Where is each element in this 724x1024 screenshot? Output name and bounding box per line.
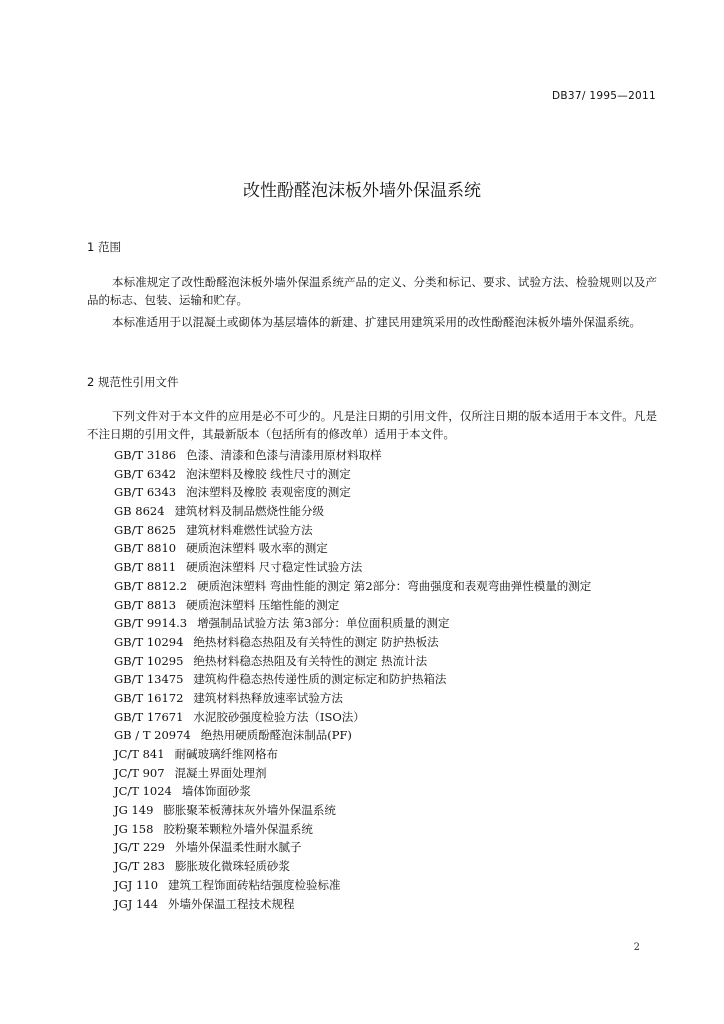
standard-number: DB37/ 1995—2011: [552, 90, 656, 102]
reference-code: GB/T 6343: [114, 485, 177, 500]
reference-code: GB/T 10295: [114, 653, 184, 668]
reference-code: GB/T 13475: [114, 672, 184, 687]
reference-item: [114, 745, 591, 764]
reference-title: 建筑构件稳态热传递性质的测定标定和防护热箱法: [193, 672, 447, 687]
reference-code: JG/T 229: [114, 840, 165, 855]
reference-item: [114, 782, 591, 801]
reference-code: GB/T 8813: [114, 597, 177, 612]
page-number: 2: [633, 942, 640, 953]
reference-title: 胶粉聚苯颗粒外墙外保温系统: [163, 821, 313, 836]
reference-title: 硬质泡沫塑料 弯曲性能的测定 第2部分：弯曲强度和表观弯曲弹性模量的测定: [197, 578, 592, 593]
reference-title: 墙体饰面砂浆: [181, 784, 251, 799]
reference-title: 膨胀聚苯板薄抹灰外墙外保温系统: [163, 803, 336, 818]
reference-item: [114, 652, 591, 671]
reference-item: [114, 726, 591, 745]
reference-code: GB/T 16172: [114, 690, 184, 705]
reference-title: 增强制品试验方法 第3部分：单位面积质量的测定: [197, 616, 450, 631]
reference-code: GB/T 17671: [114, 709, 184, 724]
reference-code: GB/T 3186: [114, 448, 177, 462]
document-title: 改性酚醛泡沫板外墙外保温系统: [243, 181, 481, 201]
reference-title: 硬质泡沫塑料 压缩性能的测定: [186, 597, 340, 612]
reference-code: GB/T 10294: [114, 634, 184, 649]
reference-code: GB/T 9914.3: [114, 616, 188, 631]
reference-code: GB / T 20974: [114, 728, 191, 743]
reference-title: 绝热材料稳态热阻及有关特性的测定 防护热板法: [193, 634, 439, 649]
reference-code: GB/T 8625: [114, 522, 177, 537]
reference-code: JGJ 110: [114, 877, 159, 892]
reference-item: [114, 596, 591, 615]
section-heading-normative-references: 2 规范性引用文件: [87, 375, 179, 389]
reference-title: 绝热用硬质酚醛泡沫制品(PF): [200, 728, 352, 743]
reference-title: 色漆、清漆和色漆与清漆用原材料取样: [186, 448, 382, 462]
reference-code: JGJ 144: [114, 896, 159, 911]
reference-title: 建筑材料及制品燃烧性能分级: [174, 504, 325, 519]
reference-code: GB/T 8812.2: [114, 578, 188, 593]
reference-item: [114, 857, 591, 876]
reference-item: [114, 708, 591, 727]
reference-item: [114, 521, 591, 540]
reference-code: JC/T 907: [114, 765, 165, 780]
reference-item: [114, 577, 591, 596]
reference-title: 耐碱玻璃纤维网格布: [174, 747, 279, 761]
reference-item: [114, 633, 591, 652]
reference-code: JC/T 1024: [114, 784, 172, 799]
reference-item: [114, 820, 591, 839]
reference-item: [114, 670, 591, 689]
reference-item: [114, 764, 591, 783]
reference-title: 泡沫塑料及橡胶 线性尺寸的测定: [186, 466, 351, 481]
reference-item: [114, 502, 591, 521]
reference-item: [114, 801, 591, 820]
reference-title: 硬质泡沫塑料 吸水率的测定: [186, 541, 328, 556]
reference-code: JG/T 283: [114, 859, 165, 874]
reference-title: 外墙外保温柔性耐水腻子: [174, 840, 302, 855]
reference-title: 建筑材料热释放速率试验方法: [193, 690, 343, 705]
reference-code: GB/T 8811: [114, 560, 177, 575]
reference-title: 绝热材料稳态热阻及有关特性的测定 热流计法: [193, 653, 428, 668]
reference-item: [114, 446, 591, 465]
reference-item: [114, 614, 591, 633]
reference-title: 混凝土界面处理剂: [174, 765, 267, 780]
reference-code: GB/T 8810: [114, 541, 177, 556]
reference-code: JC/T 841: [114, 747, 165, 761]
reference-list: [114, 446, 591, 913]
reference-item: [114, 558, 591, 577]
reference-item: [114, 465, 591, 484]
section-heading-scope: 1 范围: [87, 240, 121, 254]
reference-title: 膨胀玻化微珠轻质砂浆: [174, 859, 290, 874]
reference-code: JG 149: [114, 803, 154, 818]
reference-item: [114, 539, 591, 558]
scope-paragraph-1: 本标准规定了改性酚醛泡沫板外墙外保温系统产品的定义、分类和标记、要求、试验方法、检验规则以及产品的标志、包装、运输和贮存。: [87, 275, 657, 307]
reference-title: 建筑工程饰面砖粘结强度检验标准: [168, 877, 341, 892]
references-intro-paragraph: 下列文件对于本文件的应用是必不可少的。凡是注日期的引用文件，仅所注日期的版本适用于本文件。凡是不注日期的引用文件，其最新版本（包括所有的修改单）适用于本文件。: [87, 409, 657, 441]
reference-item: [114, 483, 591, 502]
reference-title: 硬质泡沫塑料 尺寸稳定性试验方法: [186, 560, 363, 575]
scope-paragraph-2: 本标准适用于以混凝土或砌体为基层墙体的新建、扩建民用建筑采用的改性酚醛泡沫板外墙外保温系统。: [112, 315, 641, 329]
reference-item: [114, 689, 591, 708]
reference-title: 建筑材料难燃性试验方法: [186, 522, 313, 537]
reference-code: GB/T 6342: [114, 466, 177, 481]
reference-code: GB 8624: [114, 504, 165, 519]
reference-item: [114, 838, 591, 857]
reference-item: [114, 876, 591, 895]
reference-item: [114, 895, 591, 914]
reference-title: 外墙外保温工程技术规程: [168, 896, 295, 911]
reference-title: 泡沫塑料及橡胶 表观密度的测定: [186, 485, 351, 500]
reference-title: 水泥胶砂强度检验方法（ISO法）: [193, 709, 365, 724]
reference-code: JG 158: [114, 821, 154, 836]
